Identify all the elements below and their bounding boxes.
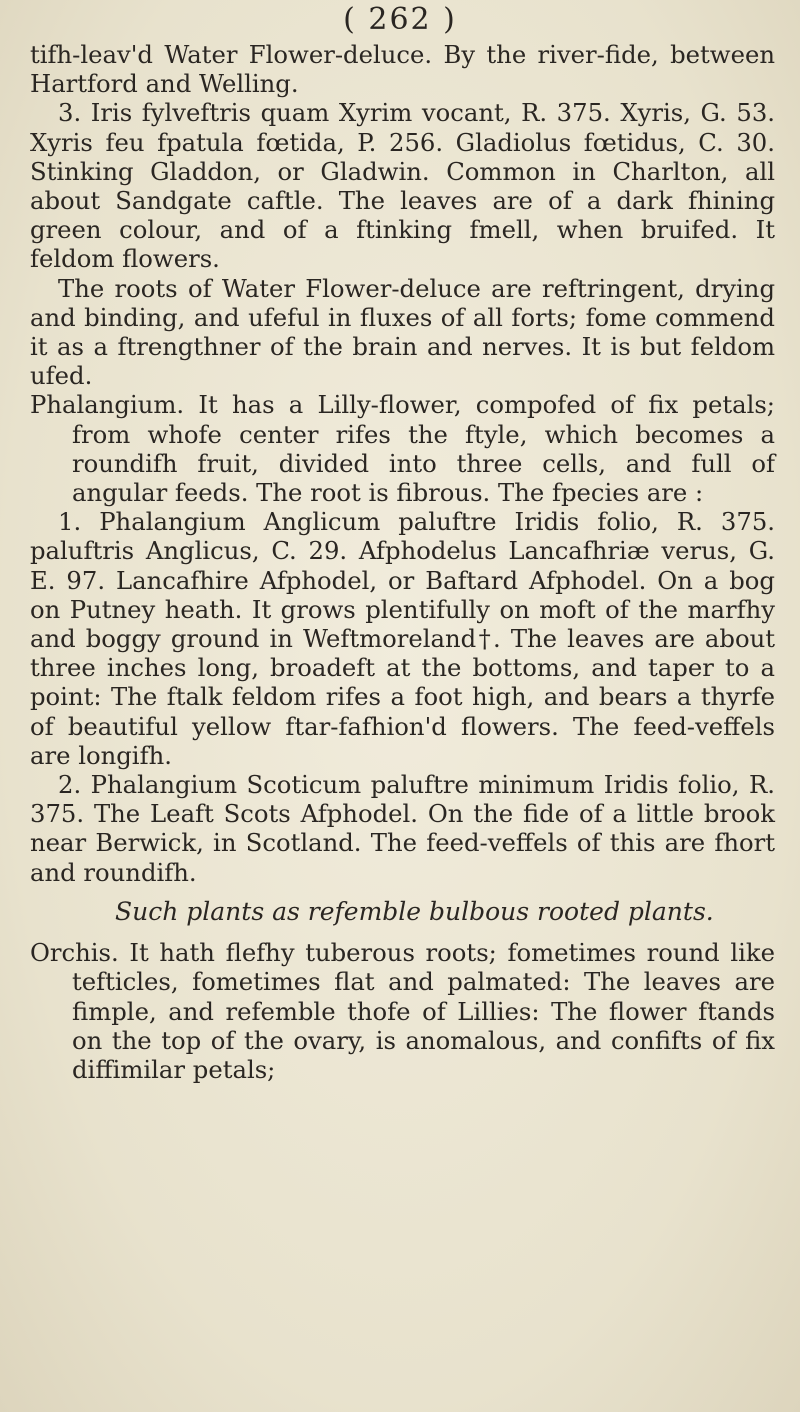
paragraph-orchis: Orchis. It hath flefhy tuberous roots; fometimes round like tefticles, fometimes flat and palmated: The leaves are fimple, and refemble thofe of Lillies: The flower ftands on the top of the ovary, is anomalous, and confifts of fix diffimilar petals; bbox=[30, 938, 775, 1084]
section-heading: Such plants as refemble bulbous rooted plants. bbox=[115, 896, 714, 926]
paragraph-phalangium-genus: Phalangium. It has a Lilly-flower, compofed of fix petals; from whofe center rifes the ftyle, which becomes a roundifh fruit, divided into three cells, and full of angular feeds. The root is fibrous. The fpecies are : bbox=[30, 390, 775, 508]
page-text bbox=[30, 40, 775, 1084]
paragraph-iris-sylvestris: 3. Iris fylveftris quam Xyrim vocant, R. 375. Xyris, G. 53. Xyris feu fpatula fœtida, P. 256. Gladiolus fœtidus, C. 30. Stinking Gladdon, or Gladwin. Common in Charlton, all about Sandgate caftle. The leaves are of a dark fhining green colour, and of a ftinking fmell, when bruifed. It feldom flowers. bbox=[30, 98, 775, 274]
page-number: ( 262 ) bbox=[343, 2, 457, 37]
paragraph-phalangium-scoticum: 2. Phalangium Scoticum paluftre minimum Iridis folio, R. 375. The Leaft Scots Afphodel. On the fide of a little brook near Berwick, in Scotland. The feed-veffels of this are fhort and roundifh. bbox=[30, 770, 775, 887]
paragraph-phalangium-anglicum: 1. Phalangium Anglicum paluftre Iridis folio, R. 375. paluftris Anglicus, C. 29. Afphodelus Lancafhriæ verus, G. E. 97. Lancafhire Afphodel, or Baftard Afphodel. On a bog on Putney heath. It grows plentifully on moft of the marfhy and boggy ground in Weftmoreland†. The leaves are about three inches long, broadeft at the bottoms, and taper to a point: The ftalk feldom rifes a foot high, and bears a thyrfe of beautiful yellow ftar-fafhion'd flowers. The feed-veffels are longifh. bbox=[30, 507, 775, 770]
paragraph-roots-uses: The roots of Water Flower-deluce are reftringent, drying and binding, and ufeful in fluxes of all forts; fome commend it as a ftrengthner of the brain and nerves. It is but feldom ufed. bbox=[30, 273, 775, 391]
paragraph-continuation: tifh-leav'd Water Flower-deluce. By the river-fide, between Hartford and Welling. bbox=[30, 40, 775, 99]
